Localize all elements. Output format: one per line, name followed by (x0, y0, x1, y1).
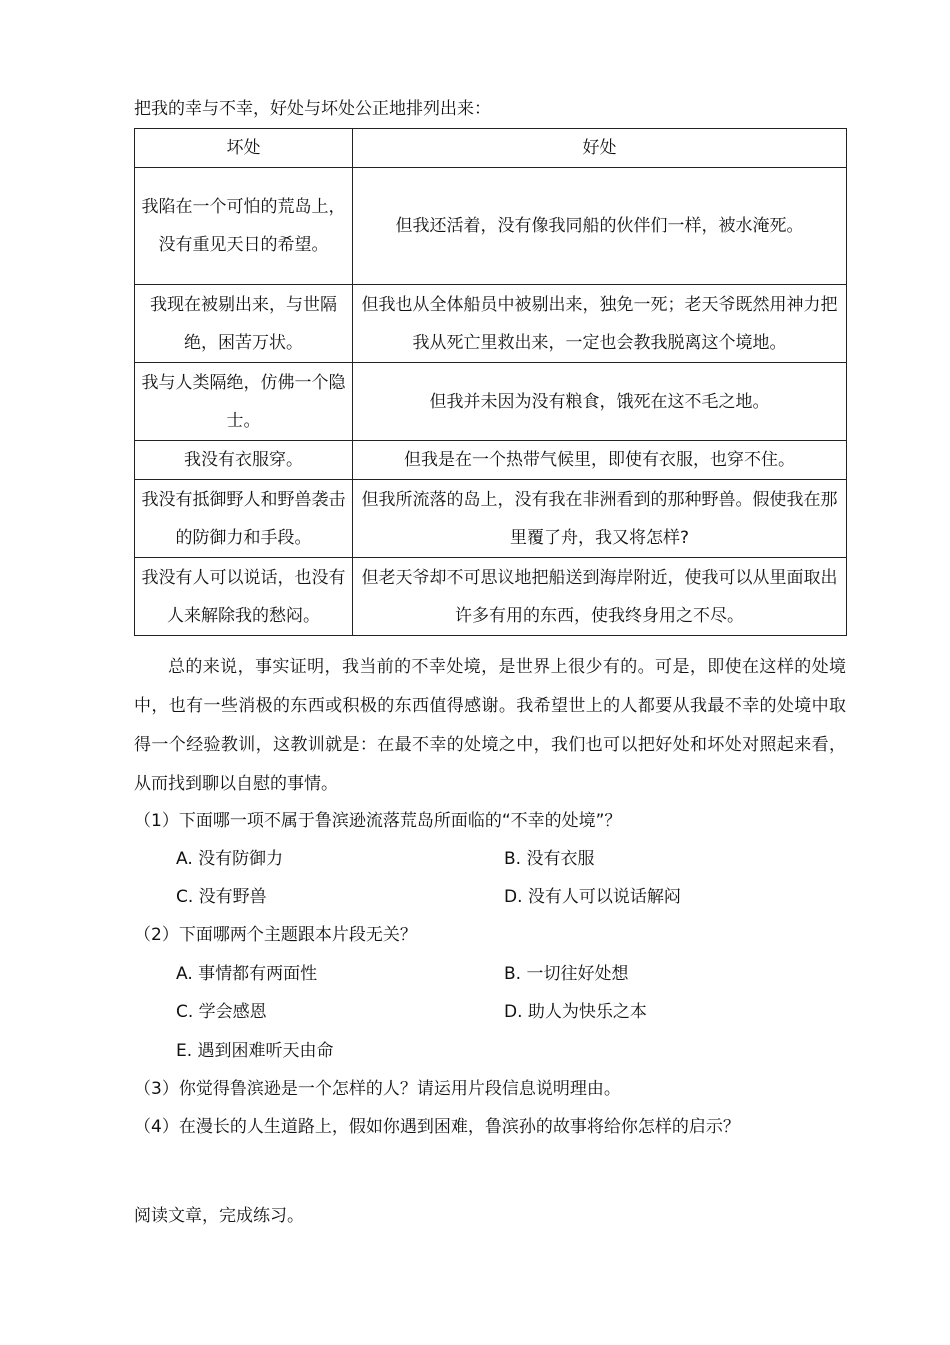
table-row (135, 363, 847, 441)
table-row (135, 558, 847, 636)
q2-option-b: B. 一切往好处想 (504, 964, 629, 984)
q1-option-a: A. 没有防御力 (176, 849, 284, 869)
good-cell: 但老天爷却不可思议地把船送到海岸附近，使我可以从里面取出许多有用的东西，使我终身用之不尽。 (353, 558, 847, 636)
header-good: 好处 (353, 129, 847, 168)
bad-cell: 我没有衣服穿。 (135, 441, 353, 480)
good-cell: 但我并未因为没有粮食，饿死在这不毛之地。 (353, 363, 847, 441)
pros-cons-table (134, 128, 847, 636)
good-cell: 但我也从全体船员中被剔出来，独免一死；老天爷既然用神力把我从死亡里救出来，一定也会教我脱离这个境地。 (353, 285, 847, 363)
good-cell: 但我是在一个热带气候里，即使有衣服，也穿不住。 (353, 441, 847, 480)
q1-option-c: C. 没有野兽 (176, 887, 267, 907)
bad-cell: 我与人类隔绝，仿佛一个隐士。 (135, 363, 353, 441)
good-cell: 但我所流落的岛上，没有我在非洲看到的那种野兽。假使我在那里覆了舟，我又将怎样? (353, 480, 847, 558)
q2-option-d: D. 助人为快乐之本 (504, 1002, 647, 1022)
question-4: （4）在漫长的人生道路上，假如你遇到困难，鲁滨孙的故事将给你怎样的启示？ (134, 1117, 740, 1137)
table-header-row (135, 129, 847, 168)
q2-option-e: E. 遇到困难听天由命 (176, 1041, 334, 1061)
bad-cell: 我没有人可以说话，也没有人来解除我的愁闷。 (135, 558, 353, 636)
header-bad: 坏处 (135, 129, 353, 168)
good-cell: 但我还活着，没有像我同船的伙伴们一样，被水淹死。 (353, 168, 847, 285)
table-row (135, 168, 847, 285)
table-row (135, 441, 847, 480)
bad-cell: 我现在被剔出来，与世隔绝，困苦万状。 (135, 285, 353, 363)
q2-option-c: C. 学会感恩 (176, 1002, 267, 1022)
question-3: （3）你觉得鲁滨逊是一个怎样的人？请运用片段信息说明理由。 (134, 1079, 621, 1099)
intro-text: 把我的幸与不幸，好处与坏处公正地排列出来： (134, 99, 491, 119)
next-section-instruction: 阅读文章，完成练习。 (134, 1206, 304, 1226)
table-row (135, 480, 847, 558)
bad-cell: 我没有抵御野人和野兽袭击的防御力和手段。 (135, 480, 353, 558)
q2-option-a: A. 事情都有两面性 (176, 964, 318, 984)
question-2: （2）下面哪两个主题跟本片段无关？ (134, 925, 417, 945)
question-1: （1）下面哪一项不属于鲁滨逊流落荒岛所面临的“不幸的处境”？ (134, 811, 622, 831)
table-row (135, 285, 847, 363)
q1-option-d: D. 没有人可以说话解闷 (504, 887, 681, 907)
q1-option-b: B. 没有衣服 (504, 849, 595, 869)
summary-paragraph: 总的来说，事实证明，我当前的不幸处境，是世界上很少有的。可是，即使在这样的处境中，也有一些消极的东西或积极的东西值得感谢。我希望世上的人都要从我最不幸的处境中取得一个经验教训，这教训就是：在最不幸的处境之中，我们也可以把好处和坏处对照起来看，从而找到聊以自慰的事情。 (134, 657, 846, 794)
bad-cell: 我陷在一个可怕的荒岛上，没有重见天日的希望。 (135, 168, 353, 285)
